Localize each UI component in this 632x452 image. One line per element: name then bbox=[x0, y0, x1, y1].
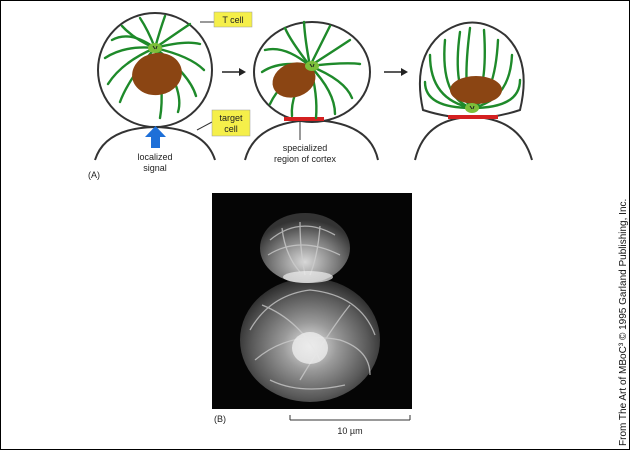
localized-signal-arrow bbox=[145, 126, 166, 148]
scale-bar bbox=[290, 415, 410, 420]
target-label-line2: cell bbox=[224, 124, 238, 134]
specialized-cortex-2 bbox=[284, 117, 324, 121]
cortex-label-line2: region of cortex bbox=[273, 154, 337, 164]
scale-bar-label: 10 µm bbox=[337, 426, 363, 436]
centrosome-2 bbox=[305, 61, 319, 71]
signal-label-line2: signal bbox=[143, 163, 167, 173]
specialized-cortex-3 bbox=[448, 115, 498, 119]
synapse-glow bbox=[283, 271, 333, 283]
micrograph bbox=[212, 193, 412, 409]
panel-b-id: (B) bbox=[214, 414, 226, 424]
t-cell-label: T cell bbox=[222, 15, 244, 25]
target-cell-membrane-3 bbox=[415, 117, 532, 160]
stage-arrow-1 bbox=[222, 68, 246, 76]
stage-arrow-2 bbox=[384, 68, 408, 76]
target-cell-tag bbox=[197, 110, 250, 136]
credit-line: From The Art of MBoC³ © 1995 Garland Publishing, Inc. bbox=[618, 198, 629, 446]
t-cell-tag bbox=[200, 12, 252, 27]
signal-label-line1: localized bbox=[137, 152, 173, 162]
nucleus-3 bbox=[450, 76, 502, 104]
centrosome-3 bbox=[465, 103, 479, 113]
cell-stage-3 bbox=[415, 23, 532, 161]
cortex-label-line1: specialized bbox=[282, 143, 328, 153]
cell-stage-2 bbox=[245, 22, 378, 160]
target-label-line1: target bbox=[219, 113, 243, 123]
panel-a-id: (A) bbox=[88, 170, 100, 180]
micrograph-centrosome-glow bbox=[292, 332, 328, 364]
centrosome-1 bbox=[148, 43, 162, 53]
